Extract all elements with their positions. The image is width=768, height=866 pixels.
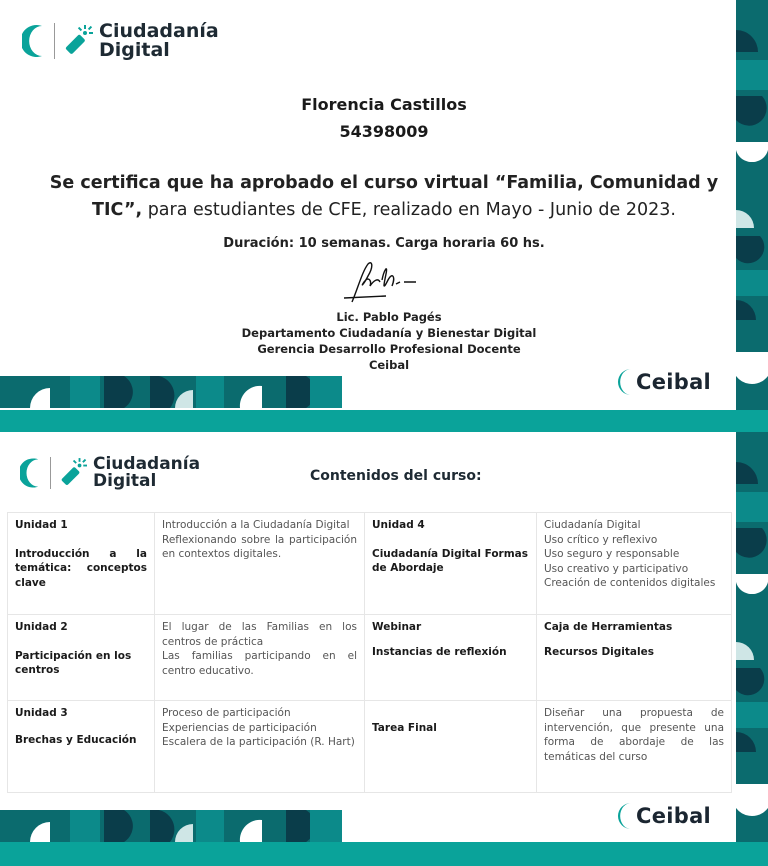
logo-line2: Digital bbox=[93, 471, 157, 491]
table-row bbox=[8, 513, 732, 615]
unit-description bbox=[155, 513, 365, 615]
signer-department: Departamento Ciudadanía y Bienestar Digital bbox=[241, 326, 537, 340]
description-line: Uso crítico y reflexivo bbox=[544, 533, 658, 546]
ciudadania-digital-logo-2 bbox=[20, 456, 200, 490]
unit-number: Caja de Herramientas bbox=[544, 621, 673, 633]
unit-number: Webinar bbox=[372, 621, 422, 633]
decorative-strip bbox=[0, 376, 342, 408]
description-line: Experiencias de participación bbox=[162, 721, 317, 734]
page-separator-band bbox=[0, 410, 768, 432]
unit-cell bbox=[365, 615, 537, 701]
logo-divider bbox=[54, 23, 55, 59]
statement-prefix: Se certifica que ha aprobado el curso virtual bbox=[49, 173, 495, 193]
ceibal-wordmark: Ceibal bbox=[636, 370, 712, 394]
unit-cell bbox=[537, 615, 732, 701]
unit-title: Recursos Digitales bbox=[544, 645, 654, 658]
description-line: Reflexionando sobre la participación en contextos digitales. bbox=[162, 533, 357, 560]
magic-wand-icon bbox=[63, 24, 93, 58]
unit-description bbox=[155, 701, 365, 793]
unit-number: Unidad 4 bbox=[372, 519, 425, 531]
description-line: Diseñar una propuesta de intervención, que presente una forma de abordaje de las temáticas del curso bbox=[544, 707, 724, 763]
unit-cell bbox=[8, 513, 155, 615]
course-duration: Duración: 10 semanas. Carga horaria 60 hs. bbox=[223, 236, 545, 251]
logo-wordmark bbox=[93, 456, 200, 490]
course-name: “Familia, Comunidad y TIC”, bbox=[92, 173, 719, 220]
decorative-pattern bbox=[0, 376, 342, 408]
decorative-strip bbox=[0, 810, 342, 842]
unit-description bbox=[155, 615, 365, 701]
ceibal-wordmark: Ceibal bbox=[636, 804, 712, 828]
unit-number: Unidad 3 bbox=[15, 707, 68, 719]
recipient-name: Florencia Castillos bbox=[301, 95, 467, 114]
description-line: Las familias participando en el centro educativo. bbox=[162, 650, 357, 677]
unit-description bbox=[537, 513, 732, 615]
description-line: Uso creativo y participativo bbox=[544, 562, 689, 575]
unit-cell bbox=[365, 701, 537, 793]
unit-title: Brechas y Educación bbox=[15, 733, 137, 746]
page-footer-band bbox=[0, 842, 768, 866]
signer-organization: Ceibal bbox=[368, 358, 410, 372]
unit-number: Unidad 1 bbox=[15, 519, 68, 531]
logo-wordmark bbox=[99, 22, 219, 60]
ceibal-logo bbox=[613, 368, 711, 396]
right-decorative-strip bbox=[736, 432, 768, 842]
description-line: Proceso de participación bbox=[162, 707, 291, 719]
logo-line1: Ciudadanía bbox=[93, 454, 201, 474]
description-line: Uso seguro y responsable bbox=[544, 548, 680, 560]
crescent-icon bbox=[22, 24, 44, 58]
recipient-id: 54398009 bbox=[339, 122, 429, 141]
description-line: Escalera de la participación (R. Hart) bbox=[162, 736, 355, 748]
ciudadania-digital-logo bbox=[22, 22, 219, 60]
unit-title: Participación en los centros bbox=[15, 649, 132, 676]
ceibal-logo-2 bbox=[613, 802, 711, 830]
right-decorative-strip bbox=[736, 0, 768, 410]
right-pattern bbox=[736, 0, 768, 410]
description-line: El lugar de las Familias en los centros de práctica bbox=[162, 621, 357, 648]
unit-cell bbox=[8, 701, 155, 793]
ceibal-crescent-icon bbox=[613, 368, 633, 396]
logo-line1: Ciudadanía bbox=[99, 20, 219, 42]
unit-number: Unidad 2 bbox=[15, 621, 68, 633]
unit-title: Ciudadanía Digital Formas de Abordaje bbox=[372, 547, 529, 574]
magic-wand-icon bbox=[59, 457, 87, 489]
table-row bbox=[8, 701, 732, 793]
statement-suffix: para estudiantes de CFE, realizado en Mayo - Junio de 2023. bbox=[142, 200, 676, 220]
unit-title: Tarea Final bbox=[372, 722, 437, 734]
unit-title: Introducción a la temática: conceptos clave bbox=[15, 547, 147, 589]
signer-name: Lic. Pablo Pagés bbox=[336, 310, 442, 324]
unit-cell bbox=[365, 513, 537, 615]
unit-cell bbox=[8, 615, 155, 701]
ceibal-crescent-icon bbox=[613, 802, 633, 830]
right-pattern bbox=[736, 432, 768, 842]
signer-gerencia: Gerencia Desarrollo Profesional Docente bbox=[257, 342, 521, 356]
crescent-icon bbox=[20, 457, 40, 489]
logo-line2: Digital bbox=[99, 39, 170, 61]
description-line: Creación de contenidos digitales bbox=[544, 577, 716, 589]
contents-table bbox=[7, 512, 732, 793]
contents-title: Contenidos del curso: bbox=[310, 468, 482, 484]
table-row bbox=[8, 615, 732, 701]
signature-image bbox=[338, 258, 428, 308]
certificate-page bbox=[0, 0, 768, 410]
description-line: Ciudadanía Digital bbox=[544, 519, 641, 531]
unit-title: Instancias de reflexión bbox=[372, 645, 507, 658]
logo-divider bbox=[50, 457, 51, 489]
decorative-pattern bbox=[0, 810, 342, 842]
unit-description bbox=[537, 701, 732, 793]
contents-page bbox=[0, 432, 768, 842]
certificate-statement bbox=[40, 170, 728, 224]
description-line: Introducción a la Ciudadanía Digital bbox=[162, 519, 350, 531]
